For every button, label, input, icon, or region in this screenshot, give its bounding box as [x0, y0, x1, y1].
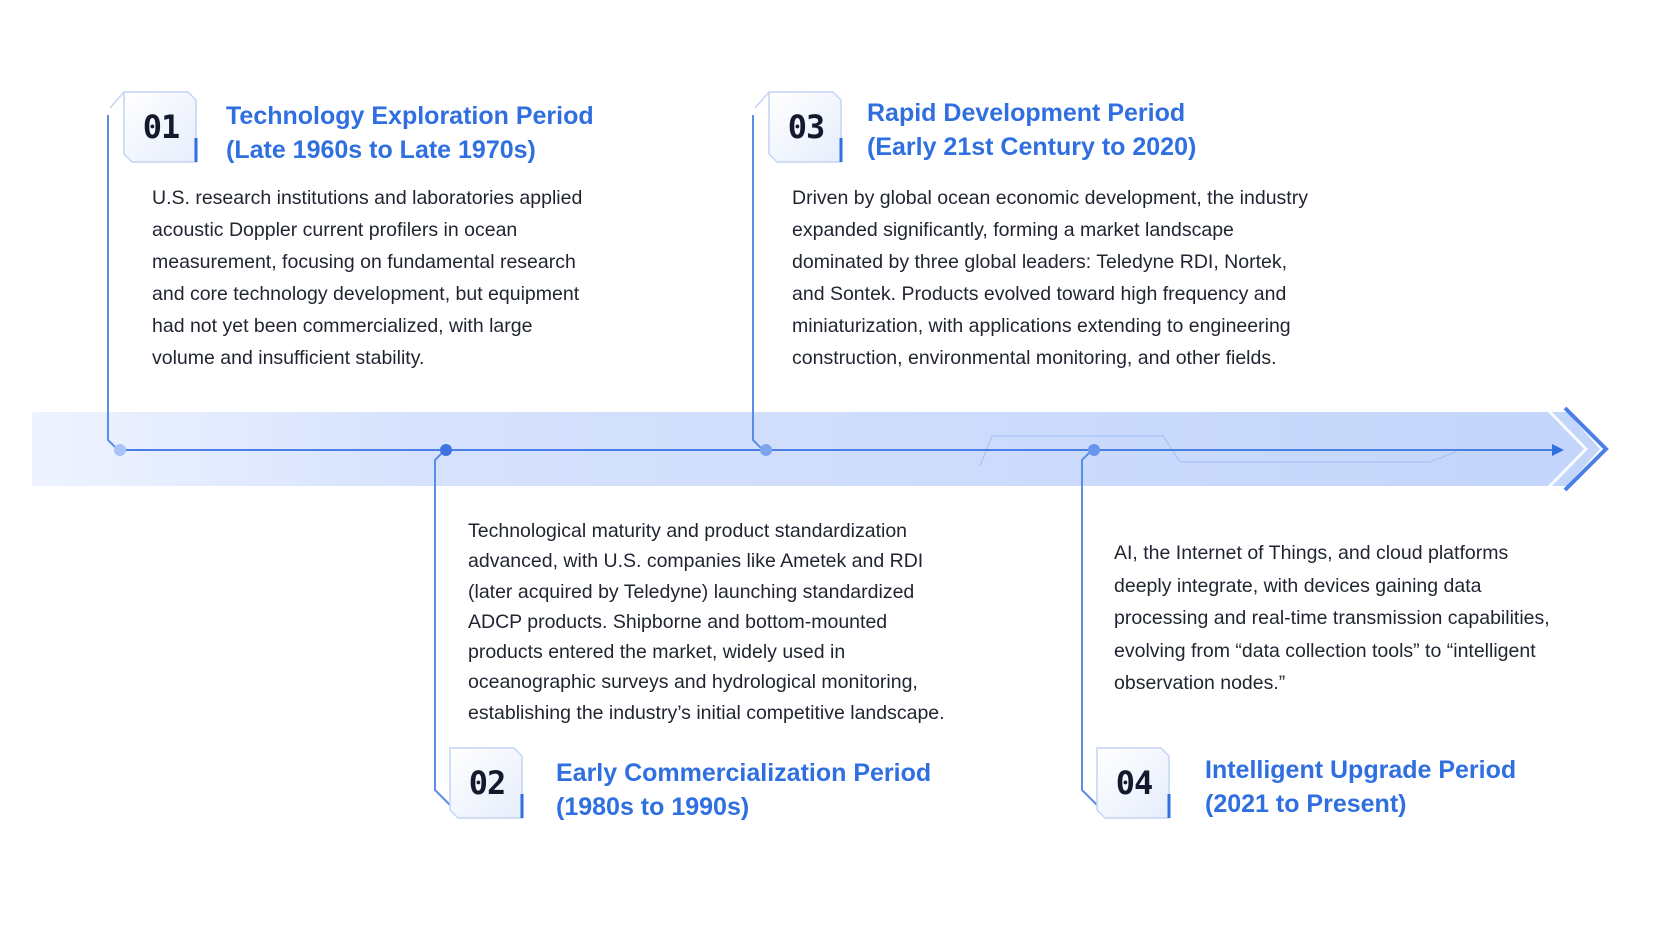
stage-02-desc-line: Technological maturity and product standardization [468, 520, 908, 542]
stage-03-title-line2: (Early 21st Century to 2020) [867, 133, 1197, 161]
stage-02-desc-line: advanced, with U.S. companies like Ametek and RDI [468, 550, 924, 573]
stage-04-desc-line: deeply integrate, with devices gaining data [1114, 574, 1482, 597]
stage-04-title-line1: Intelligent Upgrade Period [1205, 756, 1517, 784]
stage-02-desc-line: (later acquired by Teledyne) launching standardized [468, 580, 915, 603]
stage-03-desc-line: miniaturization, with applications extending to engineering [792, 315, 1291, 337]
stage-01-title [226, 99, 594, 167]
stage-02-desc-line: ADCP products. Shipborne and bottom-mounted [468, 610, 888, 633]
stage-04-title [1205, 753, 1516, 821]
stage-04-description [1114, 537, 1550, 700]
stage-03-number: 03 [787, 108, 825, 146]
stage-03-desc-line: and Sontek. Products evolved toward high frequency and [792, 283, 1287, 305]
stage-01-desc-line: acoustic Doppler current profilers in ocean [152, 219, 518, 241]
stage-02-number: 02 [468, 764, 506, 802]
stage-03-title-line1: Rapid Development Period [867, 99, 1186, 127]
node-04 [1088, 444, 1100, 456]
stage-04-desc-line: processing and real-time transmission capabilities, [1114, 607, 1550, 629]
stage-02-description [468, 516, 945, 728]
stage-04-desc-line: evolving from “data collection tools” to “intelligent [1114, 639, 1536, 662]
stage-01-desc-line: and core technology development, but equipment [152, 283, 580, 305]
stage-01-desc-line: measurement, focusing on fundamental research [152, 251, 576, 273]
stage-03-desc-line: dominated by three global leaders: Teledyne RDI, Nortek, [792, 251, 1288, 273]
stage-04-desc-line: AI, the Internet of Things, and cloud platforms [1114, 542, 1509, 564]
stage-01-desc-line: volume and insufficient stability. [152, 347, 425, 369]
connector-01 [108, 115, 118, 450]
stage-01-title-line2: (Late 1960s to Late 1970s) [226, 136, 536, 164]
stage-04-number: 04 [1115, 764, 1153, 802]
connector-04 [1082, 450, 1097, 805]
node-02 [440, 444, 452, 456]
stage-02-desc-line: oceanographic surveys and hydrological monitoring, [468, 671, 918, 694]
stage-02-title [556, 756, 931, 824]
stage-03-desc-line: Driven by global ocean economic development, the industry [792, 187, 1308, 209]
stage-03-description [792, 182, 1308, 374]
stage-03-desc-line: construction, environmental monitoring, and other fields. [792, 347, 1277, 369]
stage-03-title [867, 96, 1196, 164]
stage-02-title-line1: Early Commercialization Period [556, 759, 932, 787]
stage-01-description [152, 182, 582, 374]
stage-02-desc-line: products entered the market, widely used in [468, 641, 846, 664]
stage-01-number: 01 [142, 108, 180, 146]
node-03 [760, 444, 772, 456]
stage-02-desc-line: establishing the industry’s initial competitive landscape. [468, 701, 945, 724]
stage-01-desc-line: had not yet been commercialized, with large [152, 315, 533, 337]
node-01 [114, 444, 126, 456]
connector-02 [435, 450, 450, 805]
stage-01-desc-line: U.S. research institutions and laboratories applied [152, 187, 583, 209]
stage-04-desc-line: observation nodes.” [1114, 672, 1286, 694]
connector-03 [753, 115, 763, 450]
stage-03-desc-line: expanded significantly, forming a market landscape [792, 219, 1234, 241]
stage-01-title-line1: Technology Exploration Period [226, 102, 594, 130]
stage-04-title-line2: (2021 to Present) [1205, 790, 1407, 818]
stage-02-title-line2: (1980s to 1990s) [556, 793, 750, 821]
